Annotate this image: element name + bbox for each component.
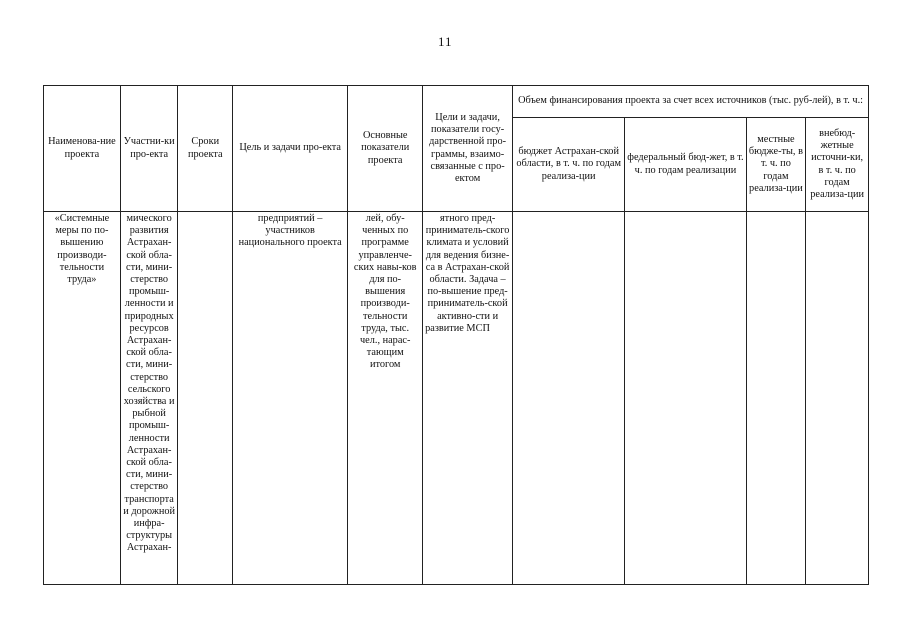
page-number: 11 <box>438 34 453 49</box>
cell-project-name: «Системные меры по по-вышению производи-тельности труда» <box>44 212 121 585</box>
participants-line: стерство <box>130 371 169 383</box>
header-goal: Цель и задачи про-екта <box>233 86 348 212</box>
cell-budget-extra <box>806 212 869 585</box>
participants-line: природных <box>124 310 174 322</box>
participants-line: хозяйства и <box>123 396 175 408</box>
cell-terms <box>178 212 233 585</box>
participants-line: ленности <box>128 432 170 444</box>
participants-line: мического <box>126 213 172 224</box>
participants-line: Астрахан- <box>126 237 172 249</box>
cell-goal: предприятий – участников национального проекта <box>233 212 348 585</box>
participants-line: сельского <box>127 383 171 395</box>
participants-line: стерство <box>130 274 169 286</box>
cell-program-goals: ятного пред-приниматель-ского климата и условий для ведения бизне-са в Астрахан-ской области. Задача – по-вышение пред-приниматель-ской активно-сти и развитие МСП <box>423 212 513 585</box>
participants-line: ской обла- <box>126 249 172 261</box>
cell-participants <box>120 212 178 585</box>
participants-line: ресурсов <box>129 322 169 334</box>
participants-line: развития <box>129 225 169 237</box>
participants-line: стерство <box>130 481 169 493</box>
participants-line: сти, мини- <box>126 359 173 371</box>
header-budget-federal: федеральный бюд-жет, в т. ч. по годам реализации <box>625 118 746 212</box>
project-table <box>43 85 869 585</box>
participants-line: ленности и <box>124 298 174 310</box>
participants-line: промыш- <box>128 420 170 432</box>
participants-line: транспорта <box>124 493 174 505</box>
header-financing-group: Объем финансирования проекта за счет всех источников (тыс. руб-лей), в т. ч.: <box>513 86 869 118</box>
header-participants: Участни-ки про-екта <box>120 86 178 212</box>
participants-line: и дорожной <box>123 505 176 517</box>
participants-line: Астрахан- <box>126 542 172 554</box>
header-budget-extra: внебюд-жетные источни-ки, в т. ч. по годам реализа-ции <box>806 118 869 212</box>
header-row-top <box>44 86 869 118</box>
participants-line: рыбной <box>132 408 166 420</box>
header-project-name: Наименова-ние проекта <box>44 86 121 212</box>
participants-line: сти, мини- <box>126 469 173 481</box>
participants-line: структуры <box>126 530 173 542</box>
table-row <box>44 212 869 585</box>
cell-indicators: лей, обу-ченных по программе управленче-ских навы-ков для по-вышения производи-тельности труда, тыс. чел., нарас-тающим итогом <box>348 212 423 585</box>
cell-budget-astrakhan <box>513 212 625 585</box>
participants-line: промыш- <box>128 286 170 298</box>
header-indicators: Основные показатели проекта <box>348 86 423 212</box>
participants-line: Астрахан- <box>126 444 172 456</box>
cell-budget-local <box>746 212 806 585</box>
header-budget-local: местные бюдже-ты, в т. ч. по годам реализа-ции <box>746 118 806 212</box>
participants-line: Астрахан- <box>126 335 172 347</box>
participants-line: сти, мини- <box>126 261 173 273</box>
participants-line: ской обла- <box>126 457 172 469</box>
header-terms: Сроки проекта <box>178 86 233 212</box>
header-budget-astrakhan: бюджет Астрахан-ской области, в т. ч. по годам реализа-ции <box>513 118 625 212</box>
participants-line: ской обла- <box>126 347 172 359</box>
participants-line: инфра- <box>133 518 165 530</box>
cell-budget-federal <box>625 212 746 585</box>
header-program-goals: Цели и задачи, показатели госу-дарственной про-граммы, взаимо-связанные с про-ектом <box>423 86 513 212</box>
